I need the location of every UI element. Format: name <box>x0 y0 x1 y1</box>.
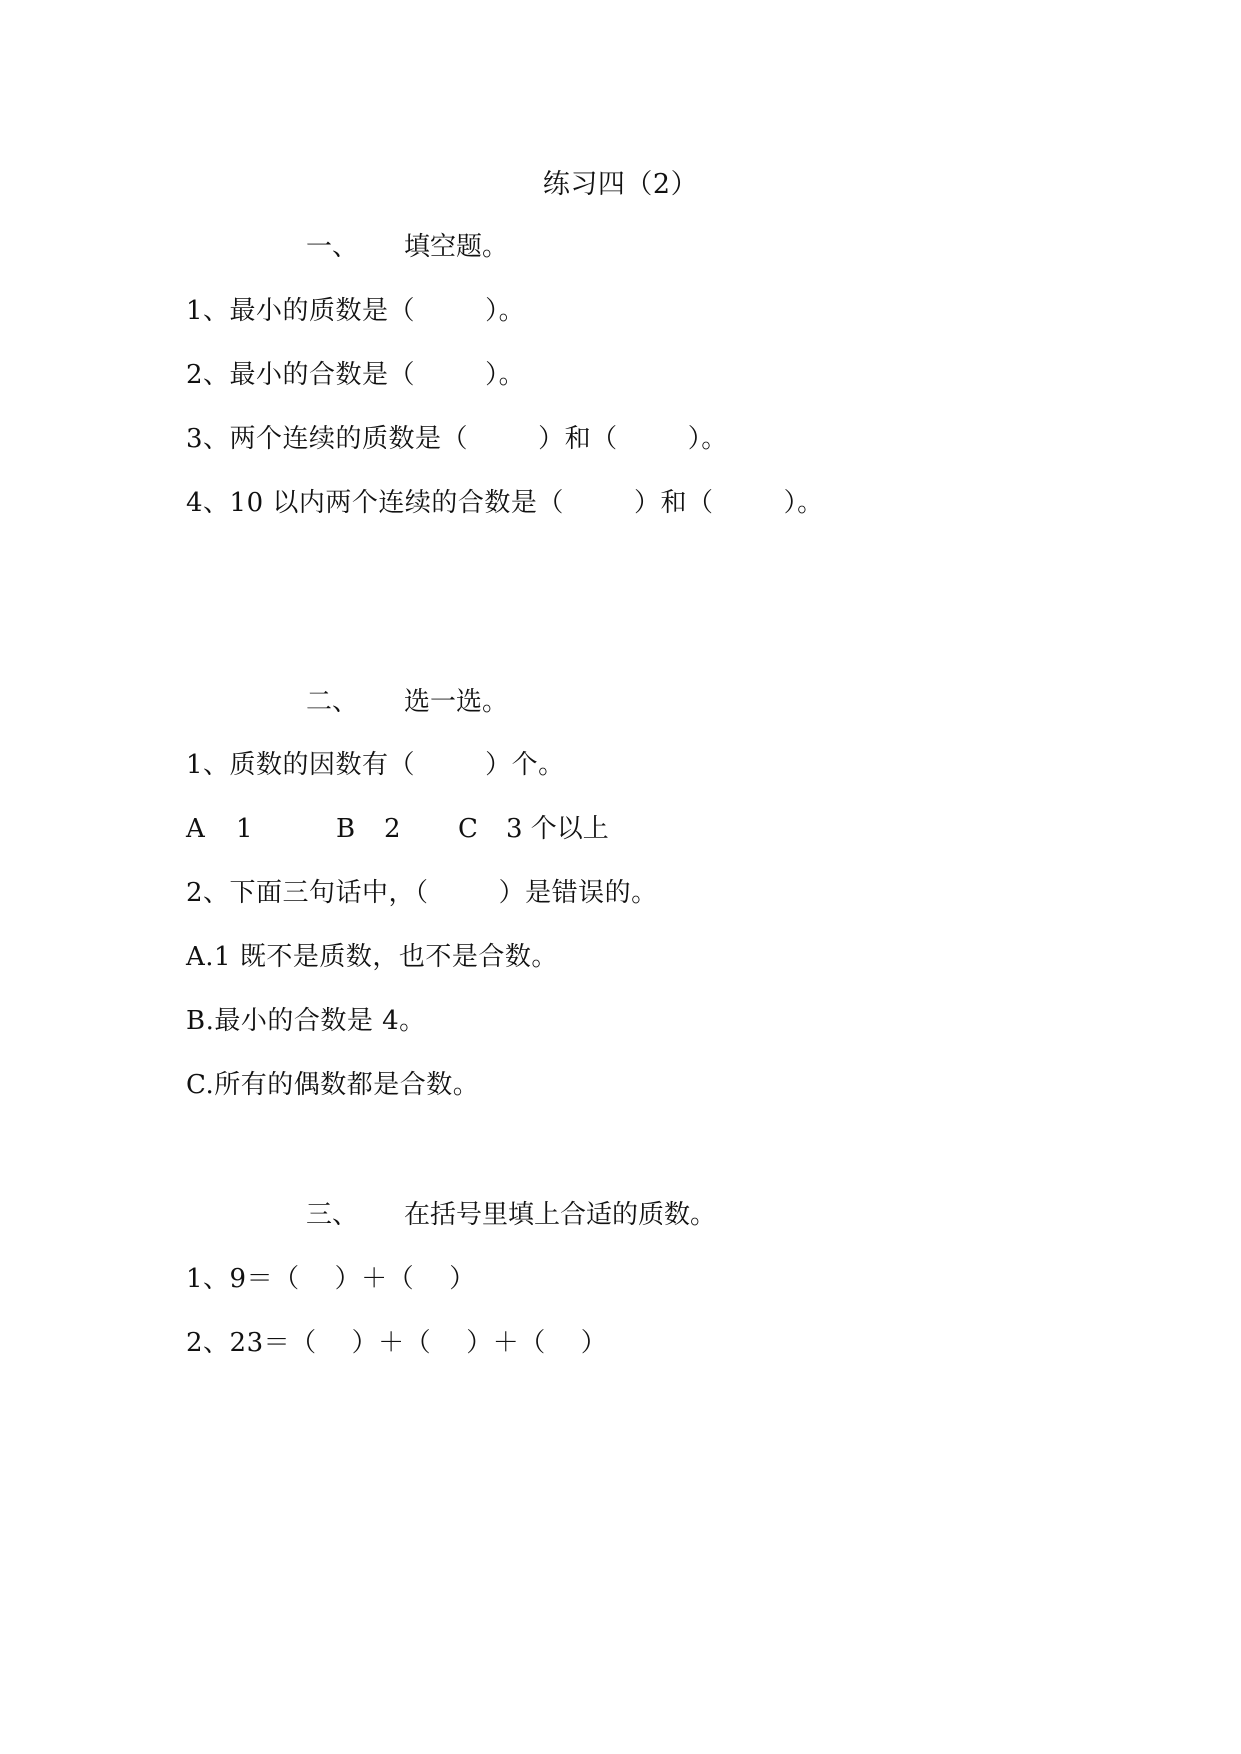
option-letter: B <box>336 814 356 844</box>
question-item: 1、质数的因数有（ ）个。 <box>186 750 565 780</box>
equation-item: 2、23＝（ ）＋（ ）＋（ ） <box>186 1328 608 1358</box>
section-heading: 选一选。 <box>404 687 509 717</box>
question-item: 3、两个连续的质数是（ ）和（ ）。 <box>186 424 728 454</box>
section-number: 一、 <box>306 232 359 262</box>
section-number: 二、 <box>306 687 359 717</box>
question-item: 1、最小的质数是（ ）。 <box>186 296 526 326</box>
question-item: 2、最小的合数是（ ）。 <box>186 360 526 390</box>
equation-item: 1、9＝（ ）＋（ ） <box>186 1264 476 1294</box>
option-statement: C.所有的偶数都是合数。 <box>186 1070 480 1100</box>
option-text: 1 <box>236 814 253 844</box>
section-heading: 在括号里填上合适的质数。 <box>404 1200 717 1230</box>
option-text: 2 <box>384 814 401 844</box>
page-title: 练习四（2） <box>542 169 699 200</box>
section-number: 三、 <box>306 1200 359 1230</box>
option-letter: C <box>458 814 478 844</box>
option-letter: A <box>186 814 205 844</box>
option-statement: A.1 既不是质数，也不是合数。 <box>186 942 558 972</box>
option-statement: B.最小的合数是 4。 <box>186 1006 426 1036</box>
option-text: 3 个以上 <box>506 814 609 844</box>
question-item: 4、10 以内两个连续的合数是（ ）和（ ）。 <box>186 488 824 518</box>
section-heading: 填空题。 <box>404 232 509 262</box>
question-item: 2、下面三句话中，（ ）是错误的。 <box>186 878 658 908</box>
